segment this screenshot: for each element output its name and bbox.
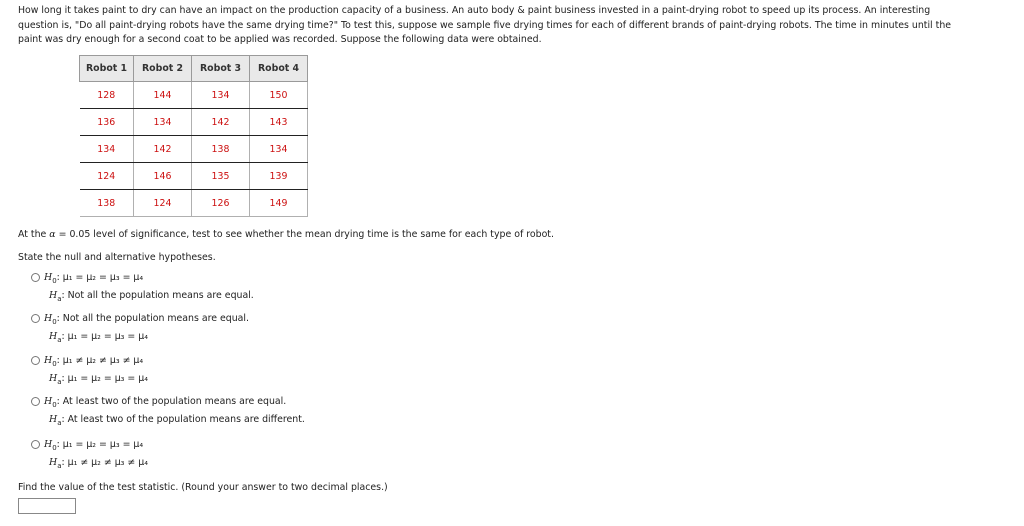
option-1-h0: μ₁ = μ₂ = μ₃ = μ₄ [59, 272, 144, 283]
column-header: Robot 2 [134, 56, 192, 82]
table-cell: 128 [80, 82, 134, 109]
table-cell: 135 [192, 163, 250, 190]
table-cell: 126 [192, 190, 250, 217]
table-cell: 143 [250, 109, 308, 136]
column-header: Robot 1 [80, 56, 134, 82]
table-row [80, 82, 308, 109]
table-cell: 142 [134, 136, 192, 163]
option-3-ha: μ₁ = μ₂ = μ₃ = μ₄ [64, 373, 148, 384]
option-1-ha: Not all the population means are equal. [64, 290, 254, 301]
hypotheses-prompt: State the null and alternative hypotheses. [18, 252, 216, 263]
table-cell: 134 [134, 109, 192, 136]
table-cell: 124 [134, 190, 192, 217]
test-statistic-input[interactable] [18, 498, 76, 514]
table-row [80, 190, 308, 217]
option-3-h0: μ₁ ≠ μ₂ ≠ μ₃ ≠ μ₄ [59, 355, 144, 366]
option-4-ha: At least two of the population means are different. [64, 414, 305, 425]
table-cell: 138 [80, 190, 134, 217]
test-statistic-prompt: Find the value of the test statistic. (Round your answer to two decimal places.) [18, 482, 388, 493]
option-5-ha: μ₁ ≠ μ₂ ≠ μ₃ ≠ μ₄ [64, 457, 148, 468]
drying-times-table [79, 55, 308, 217]
table-row [80, 136, 308, 163]
table-row [80, 109, 308, 136]
radio-button[interactable] [31, 356, 40, 365]
table-cell: 139 [250, 163, 308, 190]
table-cell: 136 [80, 109, 134, 136]
radio-button[interactable] [31, 273, 40, 282]
significance-statement: At the α = 0.05 level of significance, test to see whether the mean drying time is the same for each type of robot. [18, 229, 554, 240]
table-cell: 150 [250, 82, 308, 109]
option-2-ha: μ₁ = μ₂ = μ₃ = μ₄ [64, 331, 148, 342]
option-4-h0: At least two of the population means are equal. [59, 396, 287, 407]
radio-button[interactable] [31, 314, 40, 323]
table-header-row [80, 56, 308, 82]
column-header: Robot 3 [192, 56, 250, 82]
column-header: Robot 4 [250, 56, 308, 82]
intro-line-2: question is, "Do all paint-drying robots have the same drying time?" To test this, suppose we sample five drying times for each of different brands of paint-drying robots. The time in minutes until the [18, 19, 952, 31]
option-2-h0: Not all the population means are equal. [59, 313, 249, 324]
table-cell: 134 [80, 136, 134, 163]
table-cell: 138 [192, 136, 250, 163]
table-cell: 134 [192, 82, 250, 109]
alpha-symbol: α [49, 229, 56, 240]
table-cell: 149 [250, 190, 308, 217]
radio-button[interactable] [31, 397, 40, 406]
table-cell: 124 [80, 163, 134, 190]
table-cell: 134 [250, 136, 308, 163]
question-intro [18, 4, 1013, 48]
table-cell: 144 [134, 82, 192, 109]
intro-line-1: How long it takes paint to dry can have an impact on the production capacity of a business. An auto body & paint business invested in a paint-drying robot to speed up its process. An interesting [18, 5, 931, 16]
intro-line-3: paint was dry enough for a second coat to be applied was recorded. Suppose the following data were obtained. [18, 34, 542, 45]
radio-button[interactable] [31, 440, 40, 449]
table-cell: 142 [192, 109, 250, 136]
option-5-h0: μ₁ = μ₂ = μ₃ = μ₄ [59, 439, 144, 450]
table-row [80, 163, 308, 190]
table-cell: 146 [134, 163, 192, 190]
